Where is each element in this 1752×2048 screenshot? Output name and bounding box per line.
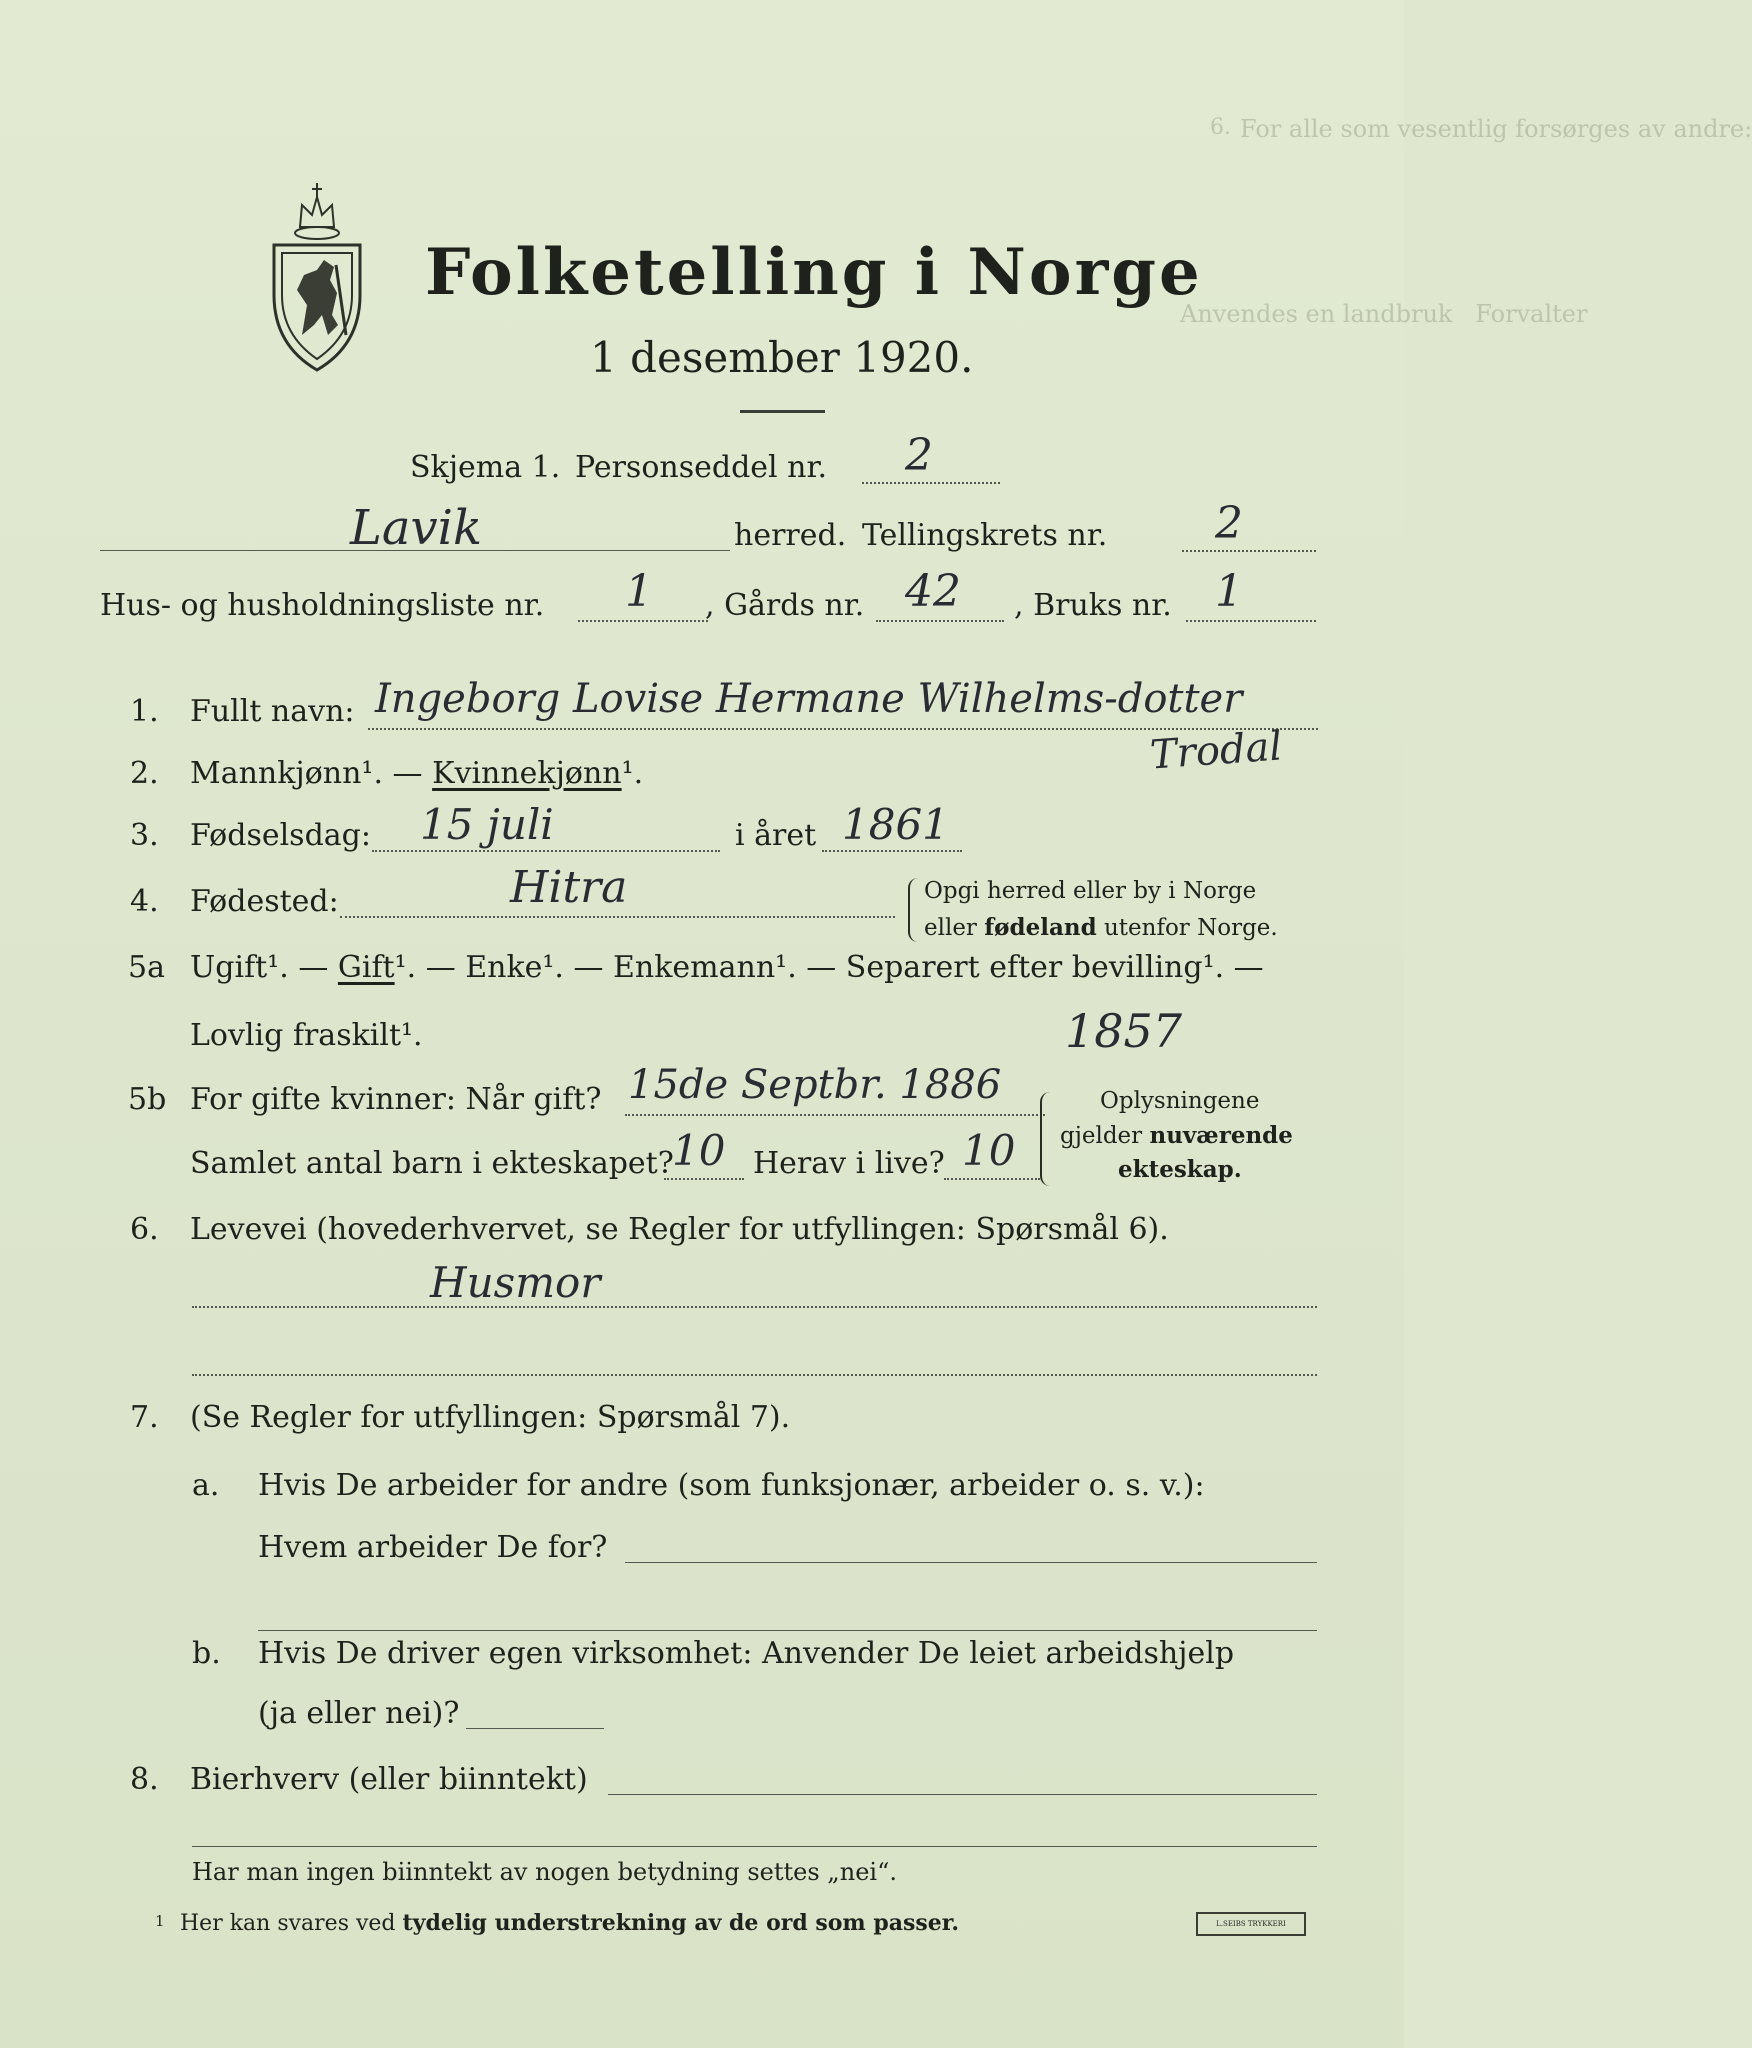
footer-note: Har man ingen biinntekt av nogen betydning settes „nei“. (192, 1858, 897, 1886)
q4-note-line1: Opgi herred eller by i Norge (924, 878, 1257, 904)
bleed-through-text: 6. (1210, 115, 1231, 140)
q5b-note-line2: gjelder nuværende (1060, 1122, 1293, 1149)
footnote: Her kan svares ved tydelig understrekning av de ord som passer. (180, 1910, 960, 1936)
personseddel-label: Personseddel nr. (575, 450, 828, 485)
husliste-value: 1 (625, 566, 653, 617)
gards-label: , Gårds nr. (705, 588, 865, 623)
q5b-marriage-field[interactable] (625, 1114, 1045, 1116)
q1-label: Fullt navn: (190, 694, 355, 729)
q7b-label: Hvis De driver egen virksomhet: Anvender De leiet arbeidshjelp (258, 1636, 1235, 1671)
q1-number: 1. (130, 694, 159, 729)
q3-year-field[interactable] (822, 850, 962, 852)
q5a-number: 5a (128, 950, 165, 985)
q4-note-line2: eller fødeland utenfor Norge. (924, 914, 1278, 941)
coat-of-arms-icon (262, 175, 372, 375)
q5b-note-line1: Oplysningene (1100, 1088, 1260, 1114)
tellingskrets-field[interactable] (1182, 550, 1316, 552)
q5b-children-label: Samlet antal barn i ekteskapet? (190, 1146, 674, 1181)
q5b-marriage-value: 15de Septbr. 1886 (628, 1062, 1002, 1108)
form-title: Folketelling i Norge (425, 235, 1203, 310)
herred-label: herred. (734, 518, 847, 553)
q4-label: Fødested: (190, 884, 339, 919)
q5a-label (190, 950, 1264, 985)
bleed-through-text: For alle som vesentlig forsørges av andre: (1240, 115, 1752, 143)
q2-footnote-mark: ¹. (621, 756, 644, 791)
q6-field[interactable] (192, 1306, 1317, 1308)
tellingskrets-value: 2 (1215, 498, 1243, 549)
q7a-field-line2[interactable] (258, 1630, 1317, 1631)
q8-label: Bierhverv (eller biinntekt) (190, 1762, 588, 1797)
census-date: 1 desember 1920. (590, 333, 974, 382)
gards-field[interactable] (876, 620, 1004, 622)
q7-label: (Se Regler for utfyllingen: Spørsmål 7). (190, 1400, 791, 1435)
q4-field[interactable] (340, 916, 895, 918)
q5a-other-options[interactable]: ¹. — Enke¹. — Enkemann¹. — Separert efter bevilling¹. — (394, 950, 1264, 985)
q2-number: 2. (130, 756, 159, 791)
husliste-label: Hus- og husholdningsliste nr. (100, 588, 545, 623)
q3-label: Fødselsdag: (190, 818, 371, 853)
q6-field-line2[interactable] (192, 1374, 1317, 1376)
q3-number: 3. (130, 818, 159, 853)
q4-value: Hitra (510, 862, 628, 913)
q7b-number: b. (192, 1636, 221, 1671)
q7b-label-line2: (ja eller nei)? (258, 1696, 460, 1731)
q1-field[interactable] (368, 728, 1318, 730)
footnote-number: 1 (155, 1912, 165, 1930)
q1-value: Ingeborg Lovise Hermane Wilhelms-dotter (375, 676, 1243, 722)
q7b-field[interactable] (466, 1728, 604, 1729)
q5b-note-brace (1040, 1092, 1054, 1186)
title-rule (740, 410, 825, 413)
q7a-label-line2: Hvem arbeider De for? (258, 1530, 608, 1565)
q5b-children-field[interactable] (664, 1178, 744, 1180)
q7a-number: a. (192, 1468, 220, 1503)
q5b-alive-field[interactable] (944, 1178, 1040, 1180)
q7-number: 7. (130, 1400, 159, 1435)
q6-label: Levevei (hovederhvervet, se Regler for utfyllingen: Spørsmål 6). (190, 1212, 1169, 1247)
q5a-label-line2[interactable]: Lovlig fraskilt¹. (190, 1018, 423, 1053)
q2-label (190, 756, 643, 791)
q7a-label: Hvis De arbeider for andre (som funksjonær, arbeider o. s. v.): (258, 1468, 1205, 1503)
q6-number: 6. (130, 1212, 159, 1247)
bruks-field[interactable] (1186, 620, 1316, 622)
tellingskrets-label: Tellingskrets nr. (862, 518, 1108, 553)
q3-field[interactable] (372, 850, 720, 852)
q5a-ugift-option[interactable]: Ugift¹. — (190, 950, 338, 985)
bruks-label: , Bruks nr. (1014, 588, 1172, 623)
q8-field[interactable] (608, 1794, 1317, 1795)
herred-value: Lavik (350, 500, 483, 556)
bruks-value: 1 (1215, 566, 1243, 617)
q5b-number: 5b (128, 1082, 167, 1117)
q5a-gift-option[interactable]: Gift (337, 950, 395, 985)
q8-field-line2[interactable] (192, 1846, 1317, 1847)
q2-male-option[interactable]: Mannkjønn¹. — (190, 756, 433, 791)
q3-value: 15 juli (420, 800, 554, 849)
q3-year-label: i året (735, 818, 817, 853)
q7a-field[interactable] (625, 1562, 1317, 1563)
q5a-margin-value: 1857 (1065, 1004, 1183, 1058)
printer-stamp: L.SEIBS TRYKKERI (1196, 1912, 1306, 1936)
q8-number: 8. (130, 1762, 159, 1797)
q1-value-continued: Trodal (1148, 723, 1284, 779)
personseddel-field[interactable] (862, 482, 1000, 484)
q5b-alive-label: Herav i live? (753, 1146, 945, 1181)
q4-note-brace (908, 878, 920, 942)
q5b-label: For gifte kvinner: Når gift? (190, 1082, 602, 1117)
q5b-children-value: 10 (672, 1126, 726, 1175)
q5b-alive-value: 10 (962, 1126, 1016, 1175)
husliste-field[interactable] (578, 620, 708, 622)
q6-value: Husmor (430, 1258, 601, 1307)
gards-value: 42 (905, 566, 961, 617)
bleed-through-text: Anvendes en landbruk Forvalter (1180, 300, 1588, 328)
schema-label: Skjema 1. (410, 450, 561, 485)
q2-female-option[interactable]: Kvinnekjønn (432, 756, 622, 791)
q5b-note-line3: ekteskap. (1118, 1156, 1242, 1183)
personseddel-value: 2 (905, 430, 933, 481)
q3-year-value: 1861 (842, 800, 949, 849)
q4-number: 4. (130, 884, 159, 919)
